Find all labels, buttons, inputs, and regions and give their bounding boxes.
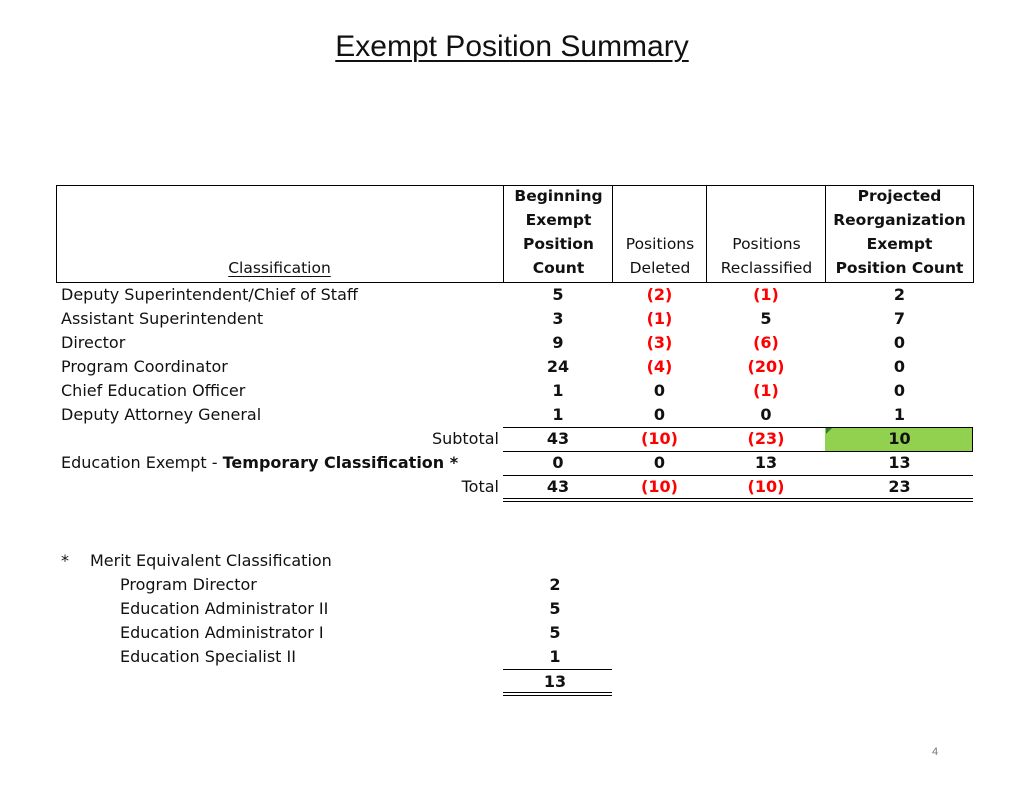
total-row <box>0 475 1024 499</box>
header-beginning-count: Beginning Exempt Position Count <box>503 185 613 283</box>
footnote-total-row <box>0 670 1024 694</box>
row-label: Director <box>61 333 126 352</box>
header-classification: Classification <box>56 185 504 283</box>
footnote-item-label: Education Administrator I <box>120 623 324 642</box>
row-projected: 2 <box>893 285 906 304</box>
row-beginning: 1 <box>552 405 564 424</box>
row-projected: 1 <box>893 405 906 424</box>
footnote-item-value: 1 <box>549 647 561 666</box>
page-title: Exempt Position Summary <box>335 30 689 63</box>
subtotal-beginning: 43 <box>546 429 570 448</box>
footnote-heading: Merit Equivalent Classification <box>90 551 332 570</box>
row-reclassified: (20) <box>747 357 785 376</box>
subtotal-row <box>0 427 1024 451</box>
footnote-item-label: Program Director <box>120 575 257 594</box>
education-exempt-projected: 13 <box>888 453 911 472</box>
subtotal-label: Subtotal <box>431 429 499 448</box>
footnote-item-value: 5 <box>549 599 561 618</box>
row-beginning: 5 <box>552 285 564 304</box>
footnote-item <box>0 597 1024 621</box>
row-label: Deputy Superintendent/Chief of Staff <box>61 285 358 304</box>
footnote-total: 13 <box>543 672 567 691</box>
footnote-item-label: Education Specialist II <box>120 647 296 666</box>
education-exempt-label: Education Exempt - Temporary Classification * <box>61 453 459 472</box>
row-reclassified: 0 <box>760 405 772 424</box>
total-projected: 23 <box>888 477 911 496</box>
row-deleted: (1) <box>646 309 673 328</box>
row-projected: 7 <box>893 309 906 328</box>
education-exempt-reclassified: 13 <box>754 453 778 472</box>
row-projected: 0 <box>893 357 906 376</box>
row-reclassified: (1) <box>753 285 779 304</box>
subtotal-reclassified: (23) <box>747 429 785 448</box>
total-double-rule <box>503 498 973 502</box>
row-beginning: 24 <box>546 357 570 376</box>
footnote-heading-row <box>0 549 1024 573</box>
table-row <box>0 403 1024 427</box>
row-deleted: (3) <box>646 333 673 352</box>
header-projected-count: Projected Reorganization Exempt Position Count <box>825 185 974 283</box>
total-beginning: 43 <box>546 477 570 496</box>
row-reclassified: (6) <box>753 333 779 352</box>
education-exempt-beginning: 0 <box>552 453 564 472</box>
footnote-double-rule <box>503 692 612 696</box>
row-label: Program Coordinator <box>61 357 228 376</box>
row-projected: 0 <box>893 333 906 352</box>
row-label: Deputy Attorney General <box>61 405 262 424</box>
table-row <box>0 355 1024 379</box>
subtotal-projected: 10 <box>888 429 911 448</box>
total-label: Total <box>461 477 499 496</box>
row-beginning: 9 <box>552 333 564 352</box>
footnote-item <box>0 573 1024 597</box>
education-exempt-row <box>0 451 1024 475</box>
header-positions-reclassified: Positions Reclassified <box>706 185 826 283</box>
page-number: 4 <box>932 746 939 758</box>
row-deleted: 0 <box>653 405 666 424</box>
header-positions-deleted: Positions Deleted <box>612 185 707 283</box>
row-projected: 0 <box>893 381 906 400</box>
footnote-item-value: 2 <box>549 575 561 594</box>
footnote-item-label: Education Administrator II <box>120 599 329 618</box>
row-label: Assistant Superintendent <box>61 309 264 328</box>
row-deleted: 0 <box>653 381 666 400</box>
row-beginning: 3 <box>552 309 564 328</box>
total-reclassified: (10) <box>747 477 785 496</box>
total-deleted: (10) <box>641 477 678 496</box>
subtotal-top-rule <box>503 427 973 428</box>
row-deleted: (2) <box>646 285 673 304</box>
footnote-star: * <box>61 551 69 570</box>
row-beginning: 1 <box>552 381 564 400</box>
table-row <box>0 307 1024 331</box>
footnote-item-value: 5 <box>549 623 561 642</box>
table-row <box>0 379 1024 403</box>
education-exempt-deleted: 0 <box>653 453 666 472</box>
footnote-item <box>0 645 1024 669</box>
footnote-item <box>0 621 1024 645</box>
row-label: Chief Education Officer <box>61 381 246 400</box>
table-row <box>0 331 1024 355</box>
row-deleted: (4) <box>646 357 673 376</box>
row-reclassified: (1) <box>753 381 779 400</box>
row-reclassified: 5 <box>760 309 772 328</box>
table-row <box>0 283 1024 307</box>
subtotal-deleted: (10) <box>641 429 678 448</box>
